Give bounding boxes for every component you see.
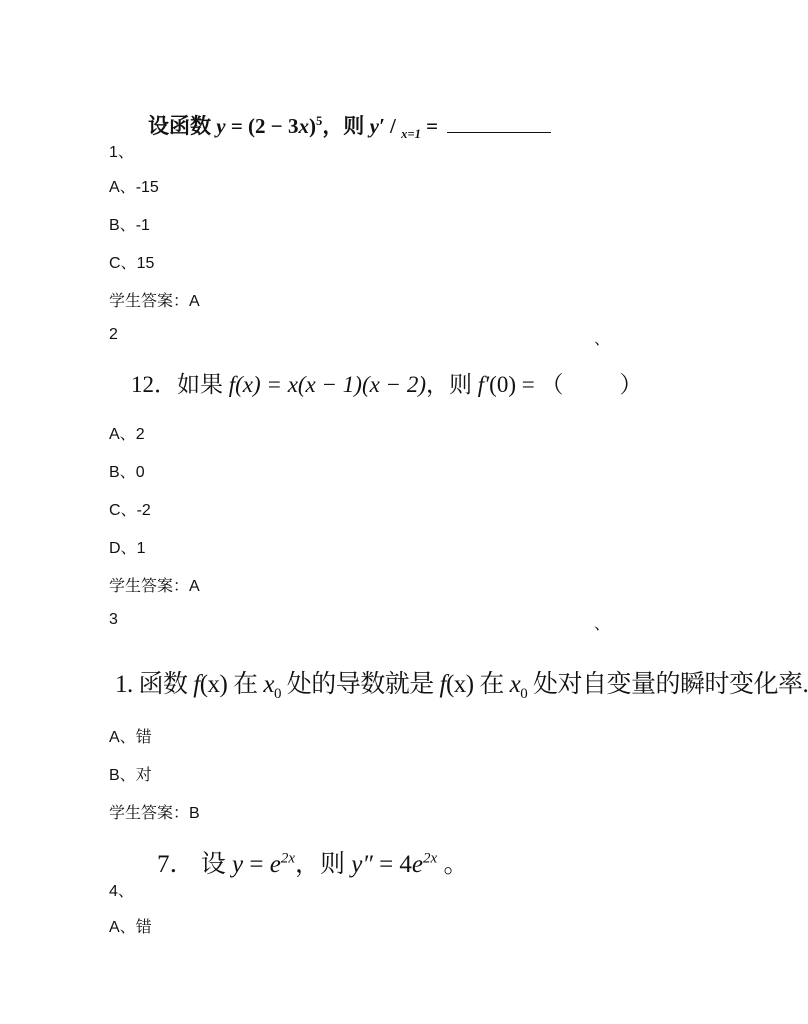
question-2-mark: 、: [594, 331, 611, 348]
q2-student-answer: 学生答案：A: [109, 578, 200, 595]
question-3-mark: 、: [594, 616, 611, 633]
question-2-number: 2: [109, 326, 118, 343]
answer-blank: [447, 114, 551, 133]
question-3-stem: 1. 函数 f(x) 在 $x_0$ 处的导数就是 f(x) 在 $x_0$ 处对自变量的瞬时变化率.: [115, 671, 808, 702]
q1-option-c: C、15: [109, 255, 155, 272]
q1-option-a: A、-15: [109, 179, 159, 196]
q2-option-b: B、0: [109, 464, 145, 481]
question-1-stem: 设函数 $y = (2 - 3x)^5$，则 y′ / $_{x=1}$ =: [148, 110, 551, 142]
q2-option-c: C、-2: [109, 502, 151, 519]
question-2-stem: 12．如果 f(x) = x(x − 1)(x − 2)，则 f′(0) = （ ）: [131, 372, 643, 397]
q3-option-a: A、错: [109, 729, 152, 746]
q3-option-b: B、对: [109, 767, 152, 784]
question-4-number: 4、: [109, 883, 134, 900]
q1-student-answer: 学生答案：A: [109, 293, 200, 310]
q2-option-d: D、1: [109, 540, 146, 557]
q2-option-a: A、2: [109, 426, 145, 443]
q4-option-a: A、错: [109, 919, 152, 936]
question-3-number: 3: [109, 611, 118, 628]
question-1-number: 1、: [109, 144, 134, 161]
q3-student-answer: 学生答案：B: [109, 805, 200, 822]
question-4-stem: 7． 设 $y = e^{2x}$，则 $y'' = 4e^{2x}$ 。: [157, 850, 469, 878]
q1-option-b: B、-1: [109, 217, 150, 234]
